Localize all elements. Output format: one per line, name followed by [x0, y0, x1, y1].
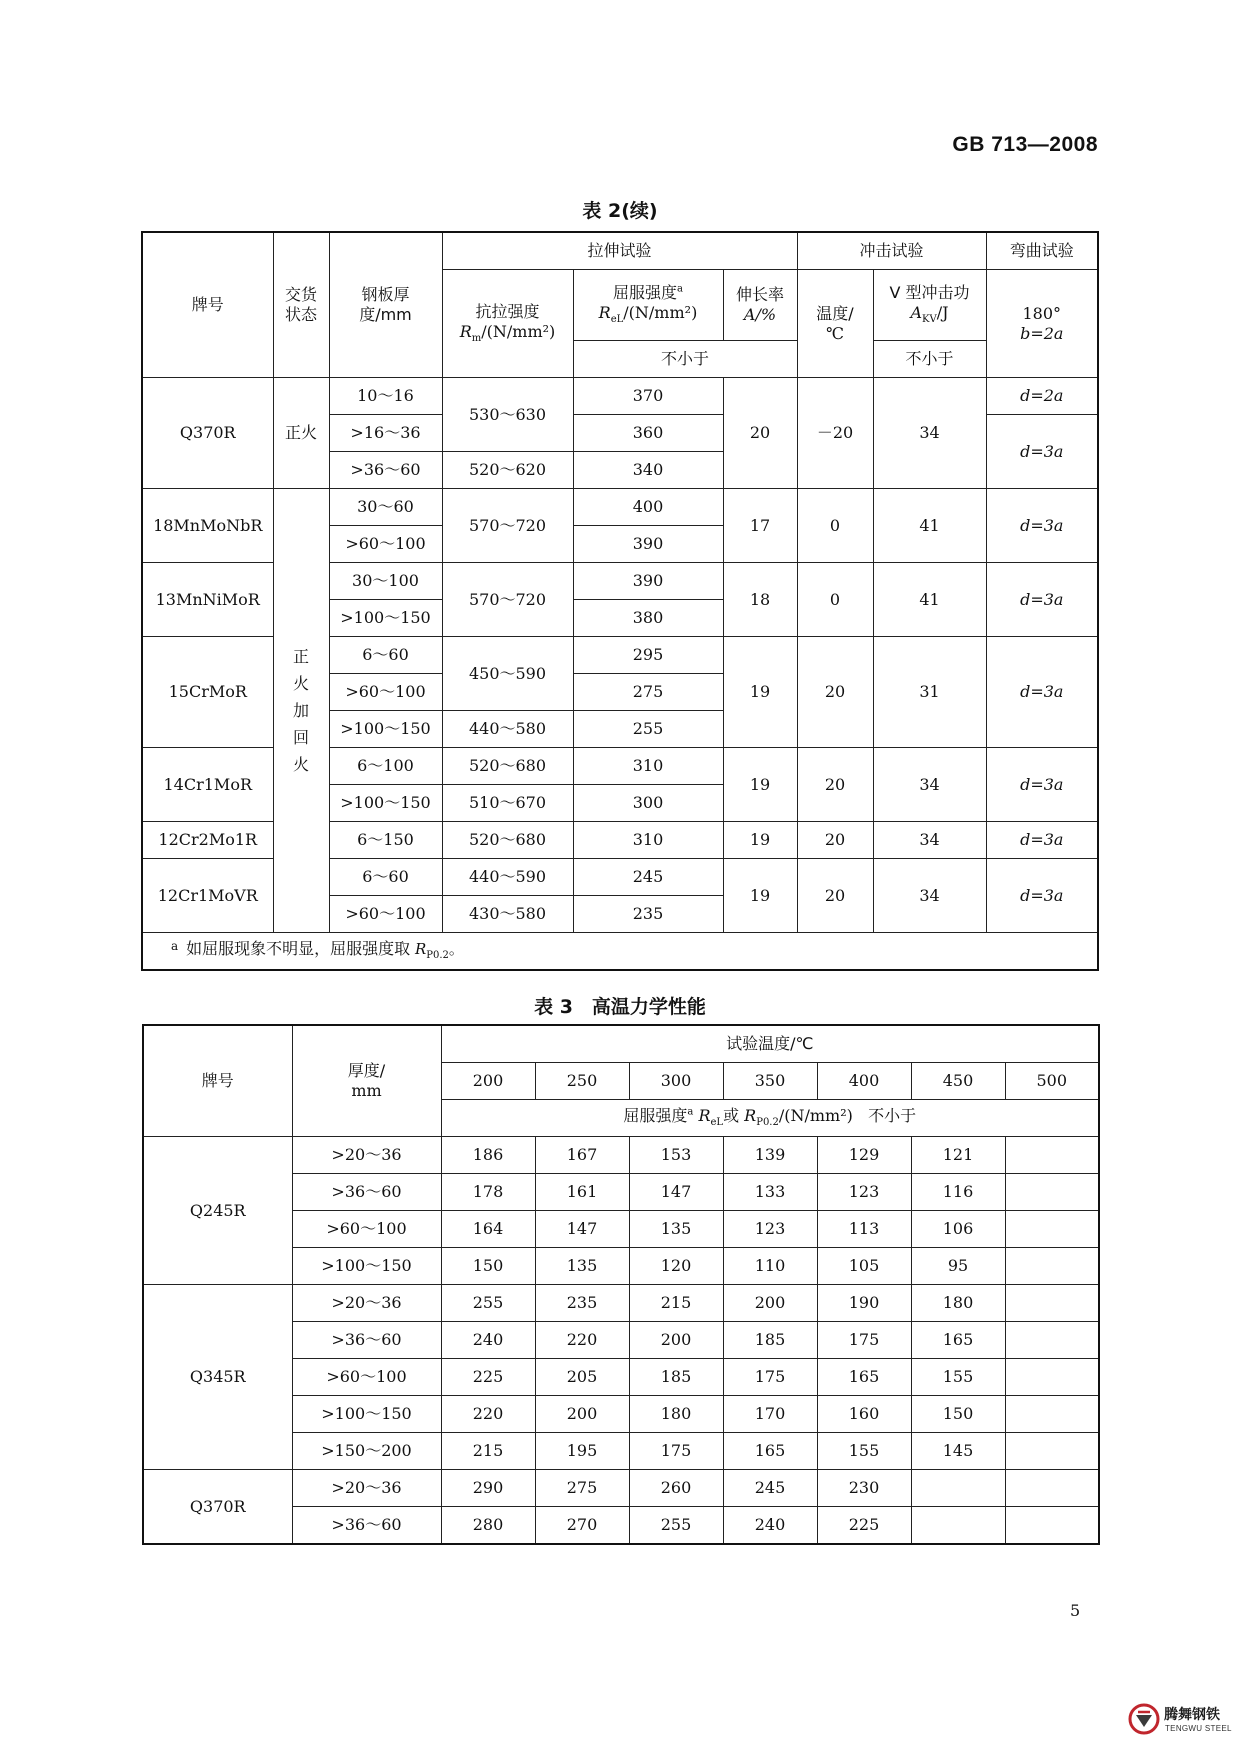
grade-cell: 14Cr1MoR [142, 748, 273, 822]
thickness-cell: >100～150 [292, 1248, 441, 1285]
value-cell: 240 [723, 1507, 817, 1545]
thickness-cell: >60～100 [292, 1211, 441, 1248]
tensile-cell: 520～680 [442, 822, 573, 859]
bend-cell: d=3a [986, 822, 1098, 859]
value-cell: 95 [911, 1248, 1005, 1285]
brand-logo [1128, 1700, 1238, 1740]
yield-cell: 300 [573, 785, 723, 822]
value-cell: 110 [723, 1248, 817, 1285]
value-cell [911, 1507, 1005, 1545]
impact-cell: 31 [873, 637, 986, 748]
delivery-cell: 正火 [273, 378, 329, 489]
grade-cell: Q245R [143, 1137, 292, 1285]
yield-cell: 390 [573, 563, 723, 600]
bend-cell: d=3a [986, 563, 1098, 637]
grade-cell: Q370R [142, 378, 273, 489]
grade-cell: 12Cr1MoVR [142, 859, 273, 933]
value-cell: 116 [911, 1174, 1005, 1211]
temp-cell: 20 [797, 637, 873, 748]
value-cell: 175 [629, 1433, 723, 1470]
impact-cell: 34 [873, 378, 986, 489]
value-cell: 230 [817, 1470, 911, 1507]
thickness-cell: >100～150 [329, 600, 442, 637]
value-cell: 170 [723, 1396, 817, 1433]
tensile-cell: 530～630 [442, 378, 573, 452]
yield-cell: 340 [573, 452, 723, 489]
thickness-cell: >100～150 [292, 1396, 441, 1433]
value-cell: 155 [911, 1359, 1005, 1396]
col-yield-strength: 屈服强度$^a$ $R_{eL}/(N/mm^2)$ [573, 270, 723, 341]
col-v-impact: V 型冲击功 $A_{KV}/J$ [873, 270, 986, 341]
table-row [142, 489, 1098, 526]
thickness-cell: >16～36 [329, 415, 442, 452]
value-cell: 225 [441, 1359, 535, 1396]
temp-cell: 0 [797, 563, 873, 637]
thickness-cell: 6～60 [329, 637, 442, 674]
table-row [143, 1285, 1099, 1322]
temp-header: 450 [911, 1063, 1005, 1100]
thickness-cell: 30～100 [329, 563, 442, 600]
elong-cell: 19 [723, 859, 797, 933]
page-number: 5 [1070, 1601, 1081, 1620]
tensile-cell: 450～590 [442, 637, 573, 711]
table-row [143, 1470, 1099, 1507]
thickness-cell: 6～60 [329, 859, 442, 896]
thickness-cell: >60～100 [329, 526, 442, 563]
tensile-cell: 570～720 [442, 563, 573, 637]
thickness-cell: >36～60 [329, 452, 442, 489]
value-cell: 123 [817, 1174, 911, 1211]
bend-cell: d=3a [986, 748, 1098, 822]
value-cell: 165 [723, 1433, 817, 1470]
col-temperature: 温度/ ℃ [797, 270, 873, 378]
yield-cell: 245 [573, 859, 723, 896]
elong-cell: 17 [723, 489, 797, 563]
value-cell: 205 [535, 1359, 629, 1396]
value-cell [1005, 1211, 1099, 1248]
temp-cell: 0 [797, 489, 873, 563]
value-cell: 133 [723, 1174, 817, 1211]
grade-cell: 15CrMoR [142, 637, 273, 748]
value-cell: 165 [817, 1359, 911, 1396]
thickness-cell: 10～16 [329, 378, 442, 415]
table3-caption: 表 3 高温力学性能 [534, 996, 706, 1018]
bend-cell: d=3a [986, 489, 1098, 563]
yield-cell: 255 [573, 711, 723, 748]
thickness-cell: >60～100 [292, 1359, 441, 1396]
value-cell: 150 [441, 1248, 535, 1285]
logo-text-en: TENGWU STEEL [1165, 1724, 1232, 1733]
value-cell: 215 [441, 1433, 535, 1470]
elong-cell: 19 [723, 748, 797, 822]
value-cell: 121 [911, 1137, 1005, 1174]
value-cell: 178 [441, 1174, 535, 1211]
value-cell: 185 [723, 1322, 817, 1359]
temp-header: 400 [817, 1063, 911, 1100]
value-cell [1005, 1507, 1099, 1545]
value-cell [1005, 1322, 1099, 1359]
value-cell: 200 [723, 1285, 817, 1322]
value-cell [1005, 1174, 1099, 1211]
value-cell: 150 [911, 1396, 1005, 1433]
value-cell: 290 [441, 1470, 535, 1507]
value-cell [1005, 1248, 1099, 1285]
value-cell: 225 [817, 1507, 911, 1545]
value-cell: 123 [723, 1211, 817, 1248]
tensile-cell: 440～590 [442, 859, 573, 896]
value-cell [1005, 1137, 1099, 1174]
col-impact-not-less: 不小于 [873, 341, 986, 378]
col-not-less: 不小于 [573, 341, 797, 378]
value-cell: 175 [817, 1322, 911, 1359]
temp-header: 200 [441, 1063, 535, 1100]
table3-body [143, 1137, 1099, 1545]
elong-cell: 19 [723, 637, 797, 748]
col-grade: 牌号 [142, 232, 273, 378]
tensile-cell: 440～580 [442, 711, 573, 748]
elong-cell: 18 [723, 563, 797, 637]
thickness-cell: >100～150 [329, 711, 442, 748]
value-cell: 135 [629, 1211, 723, 1248]
value-cell: 185 [629, 1359, 723, 1396]
yield-cell: 360 [573, 415, 723, 452]
col-bend: 180° b=2a [986, 270, 1098, 378]
yield-cell: 370 [573, 378, 723, 415]
tensile-cell: 510～670 [442, 785, 573, 822]
tensile-cell: 430～580 [442, 896, 573, 933]
value-cell: 105 [817, 1248, 911, 1285]
value-cell: 161 [535, 1174, 629, 1211]
col-tensile-strength: 抗拉强度 $R_m/(N/mm^2)$ [442, 270, 573, 378]
delivery-cell: 正火加回火 [273, 489, 329, 933]
logo-text-cn: 腾舞钢铁 [1164, 1707, 1220, 1723]
value-cell: 167 [535, 1137, 629, 1174]
yield-cell: 400 [573, 489, 723, 526]
thickness-cell: >36～60 [292, 1507, 441, 1545]
value-cell: 200 [629, 1322, 723, 1359]
elong-cell: 19 [723, 822, 797, 859]
value-cell: 200 [535, 1396, 629, 1433]
value-cell: 270 [535, 1507, 629, 1545]
value-cell: 245 [723, 1470, 817, 1507]
value-cell [1005, 1433, 1099, 1470]
value-cell: 235 [535, 1285, 629, 1322]
col-tensile-group: 拉伸试验 [442, 232, 797, 270]
table2-caption: 表 2(续) [582, 200, 658, 222]
value-cell: 106 [911, 1211, 1005, 1248]
impact-cell: 34 [873, 748, 986, 822]
grade-cell: Q370R [143, 1470, 292, 1545]
grade-cell: Q345R [143, 1285, 292, 1470]
thickness-cell: >20～36 [292, 1285, 441, 1322]
col-yield-label: 屈服强度$^a$ $R_{eL}$或 $R_{P0.2}/(N/mm^2)$ 不小于 [441, 1100, 1099, 1137]
table2-footnote: $^a$ 如屈服现象不明显，屈服强度取 $R_{P0.2}$。 [142, 933, 1098, 971]
impact-cell: 41 [873, 489, 986, 563]
value-cell: 120 [629, 1248, 723, 1285]
grade-cell: 13MnNiMoR [142, 563, 273, 637]
value-cell: 155 [817, 1433, 911, 1470]
value-cell: 180 [911, 1285, 1005, 1322]
bend-cell: d=2a [986, 378, 1098, 415]
impact-cell: 34 [873, 859, 986, 933]
yield-cell: 380 [573, 600, 723, 637]
standard-number: GB 713—2008 [952, 133, 1098, 156]
elong-cell: 20 [723, 378, 797, 489]
yield-cell: 295 [573, 637, 723, 674]
value-cell: 260 [629, 1470, 723, 1507]
value-cell: 145 [911, 1433, 1005, 1470]
temp-header: 300 [629, 1063, 723, 1100]
table2-room-temp-properties [141, 231, 1099, 971]
thickness-cell: >36～60 [292, 1322, 441, 1359]
thickness-cell: 6～150 [329, 822, 442, 859]
thickness-cell: >36～60 [292, 1174, 441, 1211]
thickness-cell: >20～36 [292, 1470, 441, 1507]
bend-cell: d=3a [986, 415, 1098, 489]
thickness-cell: >100～150 [329, 785, 442, 822]
table-row [142, 378, 1098, 415]
value-cell: 195 [535, 1433, 629, 1470]
temp-header: 250 [535, 1063, 629, 1100]
thickness-cell: >150～200 [292, 1433, 441, 1470]
value-cell: 275 [535, 1470, 629, 1507]
temp-cell: 20 [797, 822, 873, 859]
temp-cell: 20 [797, 748, 873, 822]
value-cell: 175 [723, 1359, 817, 1396]
temp-header: 350 [723, 1063, 817, 1100]
col-thickness: 厚度/ mm [292, 1025, 441, 1137]
col-bend-group: 弯曲试验 [986, 232, 1098, 270]
value-cell: 165 [911, 1322, 1005, 1359]
value-cell: 190 [817, 1285, 911, 1322]
yield-cell: 390 [573, 526, 723, 563]
tensile-cell: 570～720 [442, 489, 573, 563]
col-delivery: 交货状态 [273, 232, 329, 378]
value-cell: 215 [629, 1285, 723, 1322]
tengwu-logo-icon [1128, 1703, 1160, 1735]
value-cell [1005, 1470, 1099, 1507]
thickness-cell: 30～60 [329, 489, 442, 526]
temp-header: 500 [1005, 1063, 1099, 1100]
value-cell: 153 [629, 1137, 723, 1174]
value-cell: 129 [817, 1137, 911, 1174]
thickness-cell: >20～36 [292, 1137, 441, 1174]
temp-cell: －20 [797, 378, 873, 489]
value-cell: 186 [441, 1137, 535, 1174]
value-cell [1005, 1396, 1099, 1433]
yield-cell: 310 [573, 822, 723, 859]
col-elongation: 伸长率 A/% [723, 270, 797, 341]
value-cell [1005, 1285, 1099, 1322]
value-cell: 240 [441, 1322, 535, 1359]
value-cell [911, 1470, 1005, 1507]
value-cell: 147 [535, 1211, 629, 1248]
bend-cell: d=3a [986, 637, 1098, 748]
thickness-cell: >60～100 [329, 896, 442, 933]
value-cell: 255 [629, 1507, 723, 1545]
yield-cell: 275 [573, 674, 723, 711]
value-cell: 164 [441, 1211, 535, 1248]
impact-cell: 34 [873, 822, 986, 859]
tensile-cell: 520～680 [442, 748, 573, 785]
value-cell: 113 [817, 1211, 911, 1248]
col-thickness: 钢板厚度/mm [329, 232, 442, 378]
value-cell: 280 [441, 1507, 535, 1545]
value-cell: 147 [629, 1174, 723, 1211]
value-cell: 220 [441, 1396, 535, 1433]
value-cell: 135 [535, 1248, 629, 1285]
col-impact-group: 冲击试验 [797, 232, 986, 270]
bend-cell: d=3a [986, 859, 1098, 933]
value-cell: 220 [535, 1322, 629, 1359]
thickness-cell: 6～100 [329, 748, 442, 785]
col-grade: 牌号 [143, 1025, 292, 1137]
yield-cell: 235 [573, 896, 723, 933]
col-test-temp: 试验温度/℃ [441, 1025, 1099, 1063]
yield-cell: 310 [573, 748, 723, 785]
value-cell [1005, 1359, 1099, 1396]
tensile-cell: 520～620 [442, 452, 573, 489]
value-cell: 180 [629, 1396, 723, 1433]
grade-cell: 12Cr2Mo1R [142, 822, 273, 859]
temp-cell: 20 [797, 859, 873, 933]
value-cell: 255 [441, 1285, 535, 1322]
impact-cell: 41 [873, 563, 986, 637]
value-cell: 139 [723, 1137, 817, 1174]
thickness-cell: >60～100 [329, 674, 442, 711]
table3-high-temp-properties [142, 1024, 1100, 1545]
table-row [143, 1137, 1099, 1174]
grade-cell: 18MnMoNbR [142, 489, 273, 563]
value-cell: 160 [817, 1396, 911, 1433]
